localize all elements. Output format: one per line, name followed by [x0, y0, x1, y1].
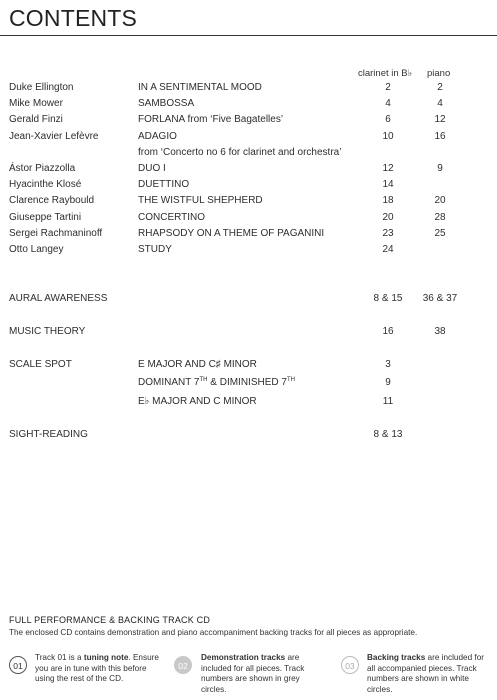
scale-item-title: E♭ MAJOR AND C MINOR	[138, 396, 257, 407]
piano-page-number: 2	[437, 82, 443, 93]
piece-title: STUDY	[138, 244, 172, 255]
clarinet-page-number: 18	[382, 195, 394, 207]
demonstration-tracks-text: Demonstration tracks are included for all pieces. Track numbers are shown in grey circles.	[201, 653, 305, 694]
piece-title: IN A SENTIMENTAL MOOD	[138, 82, 262, 93]
piano-page-number: 20	[434, 195, 446, 207]
cd-description: The enclosed CD contains demonstration and piano accompaniment backing tracks for all pieces as appropriate.	[9, 628, 418, 637]
composer-name: Otto Langey	[9, 244, 64, 255]
piano-page-number: 12	[434, 114, 446, 126]
piece-title: ADAGIO	[138, 130, 177, 142]
composer-name: Giuseppe Tartini	[9, 211, 82, 223]
clarinet-page-number: 2	[385, 82, 391, 93]
piece-title: DUETTINO	[138, 179, 190, 191]
piece-title: THE WISTFUL SHEPHERD	[138, 195, 263, 207]
piano-page-number: 9	[437, 163, 443, 174]
title-rule	[0, 35, 497, 36]
page-title: CONTENTS	[9, 5, 138, 31]
aural-clarinet-page: 8 & 15	[373, 293, 403, 304]
piece-title: DUO I	[138, 163, 166, 174]
clarinet-page-number: 4	[385, 98, 391, 110]
piano-page-number: 16	[434, 130, 446, 142]
composer-name: Mike Mower	[9, 98, 63, 110]
scale-item-clarinet-page: 3	[385, 359, 391, 370]
section-aural-awareness: AURAL AWARENESS	[9, 293, 108, 304]
piece-title: FORLANA from ‘Five Bagatelles’	[138, 114, 284, 126]
theory-clarinet-page: 16	[382, 326, 394, 337]
piece-title: RHAPSODY ON A THEME OF PAGANINI	[138, 227, 325, 239]
piano-page-number: 28	[434, 211, 446, 223]
section-scale-spot: SCALE SPOT	[9, 359, 72, 370]
clarinet-page-number: 24	[382, 244, 394, 255]
piece-title: SAMBOSSA	[138, 98, 195, 110]
composer-name: Ástor Piazzolla	[9, 163, 76, 174]
column-header-clarinet: clarinet in B♭	[358, 68, 413, 79]
theory-piano-page: 38	[434, 326, 446, 337]
scale-item-title: E MAJOR AND C♯ MINOR	[138, 359, 257, 370]
tuning-note-text: Track 01 is a tuning note. Ensure you are in tune with this before using the rest of the CD.	[35, 653, 159, 683]
clarinet-page-number: 20	[382, 211, 394, 223]
clarinet-page-number: 23	[382, 227, 394, 239]
demonstration-track-circle-icon: 02	[174, 656, 192, 674]
backing-track-circle-icon: 03	[341, 656, 359, 674]
scale-item-title: DOMINANT 7TH & DIMINISHED 7TH	[138, 377, 295, 388]
composer-name: Hyacinthe Klosé	[9, 179, 82, 191]
scale-item-clarinet-page: 11	[382, 396, 394, 407]
scale-item-clarinet-page: 9	[385, 377, 391, 388]
sight-clarinet-page: 8 & 13	[373, 429, 403, 440]
backing-tracks-text: Backing tracks are included for all accompanied pieces. Track numbers are shown in white circles.	[367, 653, 484, 694]
piece-title: CONCERTINO	[138, 211, 206, 223]
clarinet-page-number: 12	[382, 163, 394, 174]
piano-page-number: 4	[437, 98, 443, 110]
aural-piano-page: 36 & 37	[422, 293, 458, 304]
composer-name: Clarence Raybould	[9, 195, 95, 207]
clarinet-page-number: 10	[382, 130, 394, 142]
track-01-circle-icon: 01	[9, 656, 27, 674]
section-sight-reading: SIGHT-READING	[9, 429, 88, 440]
composer-name: Sergei Rachmaninoff	[9, 227, 103, 239]
section-music-theory: MUSIC THEORY	[9, 326, 86, 337]
composer-name: Gerald Finzi	[9, 114, 63, 126]
piano-page-number: 25	[434, 227, 446, 239]
column-header-piano: piano	[427, 68, 451, 79]
composer-name: Duke Ellington	[9, 82, 74, 93]
cd-heading: FULL PERFORMANCE & BACKING TRACK CD	[9, 615, 211, 625]
clarinet-page-number: 14	[382, 179, 394, 191]
piece-title: from ‘Concerto no 6 for clarinet and orchestra’	[138, 146, 342, 158]
clarinet-page-number: 6	[385, 114, 391, 126]
composer-name: Jean-Xavier Lefèvre	[9, 130, 99, 142]
